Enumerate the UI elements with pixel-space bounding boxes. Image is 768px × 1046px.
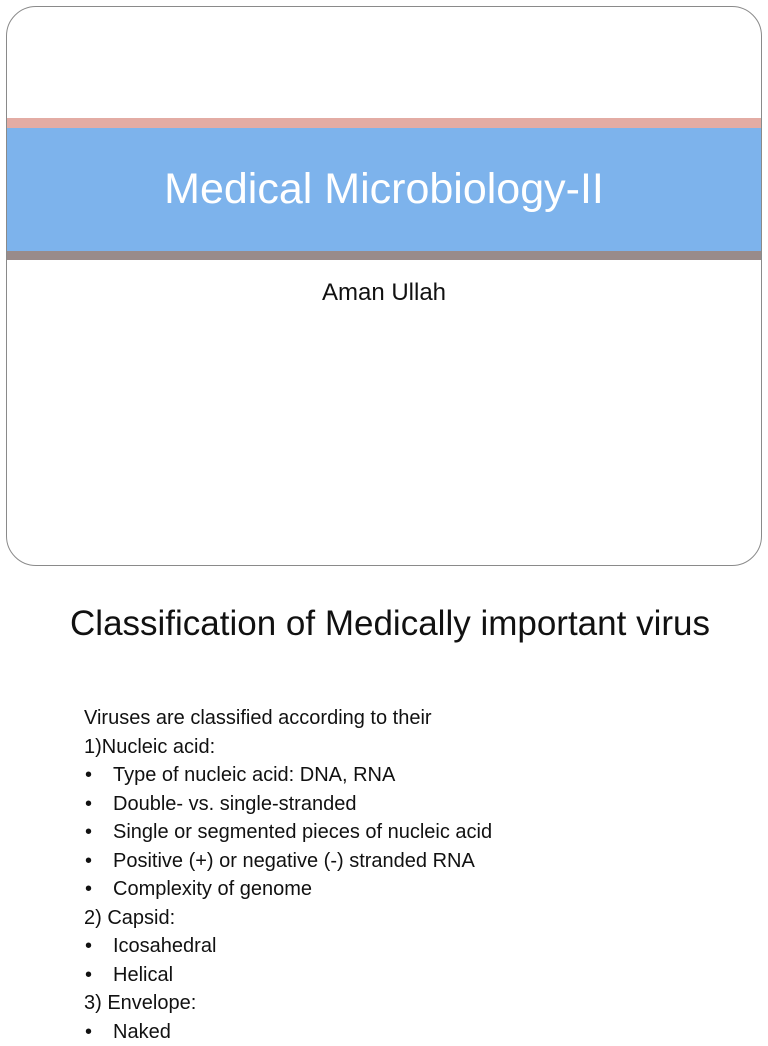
bullet-item — [84, 818, 492, 847]
title-slide — [6, 6, 762, 566]
bullet-text: Complexity of genome — [113, 878, 312, 900]
bullet-item — [84, 847, 492, 876]
bullet-text: Double- vs. single-stranded — [113, 793, 356, 815]
bullet-text: Helical — [113, 964, 173, 986]
bullet-icon: • — [84, 875, 113, 904]
bullet-icon: • — [84, 961, 113, 990]
bullet-text: Naked — [113, 1021, 171, 1043]
section-heading: 2) Capsid: — [84, 904, 492, 933]
intro-text: Viruses are classified according to their — [84, 704, 492, 733]
bullet-icon: • — [84, 761, 113, 790]
bullet-text: Single or segmented pieces of nucleic acid — [113, 821, 492, 843]
content-slide-title: Classification of Medically important virus — [40, 604, 740, 644]
content-body — [84, 704, 492, 1046]
bullet-item — [84, 875, 492, 904]
title-band — [7, 128, 761, 251]
bullet-icon: • — [84, 818, 113, 847]
bullet-text: Positive (+) or negative (-) stranded RNA — [113, 850, 475, 872]
bottom-stripe — [7, 251, 761, 260]
bullet-item — [84, 961, 492, 990]
bullet-text: Type of nucleic acid: DNA, RNA — [113, 764, 395, 786]
bullet-item — [84, 761, 492, 790]
slide-title: Medical Microbiology-II — [164, 165, 604, 214]
section-heading: 1)Nucleic acid: — [84, 733, 492, 762]
bullet-icon: • — [84, 932, 113, 961]
bullet-item — [84, 1018, 492, 1046]
bullet-icon: • — [84, 847, 113, 876]
author-name: Aman Ullah — [7, 279, 761, 307]
bullet-item — [84, 790, 492, 819]
bullet-icon: • — [84, 790, 113, 819]
section-heading: 3) Envelope: — [84, 989, 492, 1018]
top-stripe — [7, 118, 761, 128]
bullet-icon: • — [84, 1018, 113, 1046]
content-slide — [0, 566, 768, 1024]
bullet-item — [84, 932, 492, 961]
bullet-text: Icosahedral — [113, 935, 216, 957]
